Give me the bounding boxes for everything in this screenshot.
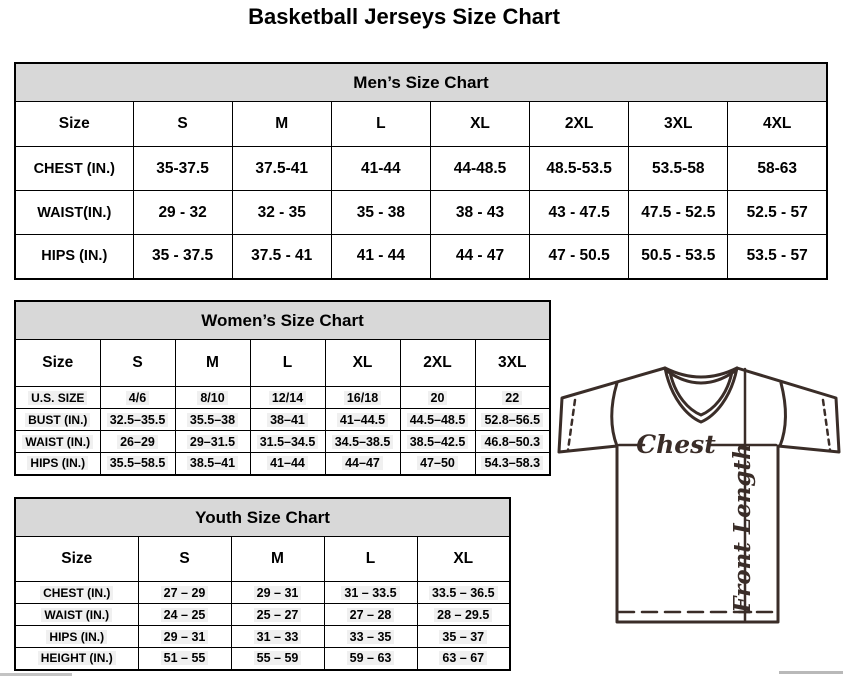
cell-value: 25 – 27 <box>254 608 302 622</box>
row-label: HIPS (IN.) <box>27 456 88 470</box>
page-title: Basketball Jerseys Size Chart <box>248 4 560 29</box>
column-header: 3XL <box>475 340 550 387</box>
cell-value: 31 – 33.5 <box>341 586 399 600</box>
row-label: CHEST (IN.) <box>40 586 113 600</box>
cell-value: 35.5–58.5 <box>107 456 169 470</box>
cell-value: 32.5–35.5 <box>107 413 169 427</box>
row-label: CHEST (IN.) <box>33 160 115 177</box>
cell-value: 29 – 31 <box>161 630 209 644</box>
front-length-label: Front Length <box>729 443 756 613</box>
cell-value: 20 <box>428 391 448 405</box>
cell-value: 53.5 - 57 <box>746 247 808 265</box>
cell-value: 44–47 <box>342 456 383 470</box>
row-label: WAIST (IN.) <box>41 608 112 622</box>
cell-value: 35 - 38 <box>356 203 405 221</box>
cell-value: 41–44 <box>267 456 308 470</box>
cell-value: 47 - 50.5 <box>548 247 610 265</box>
jersey-measurement-diagram <box>556 358 842 628</box>
row-label: WAIST(IN.) <box>37 204 112 221</box>
cell-value: 24 – 25 <box>161 608 209 622</box>
cell-value: 22 <box>502 391 522 405</box>
column-header: 4XL <box>728 102 827 147</box>
cell-value: 31.5–34.5 <box>257 435 319 449</box>
cell-value: 38.5–41 <box>187 456 238 470</box>
jersey-body-outline <box>559 368 839 622</box>
column-header: S <box>100 340 175 387</box>
table-row <box>15 235 827 279</box>
cell-value: 31 – 33 <box>254 630 302 644</box>
youth-size-table <box>14 497 511 671</box>
cell-value: 41 - 44 <box>356 247 405 265</box>
column-header: L <box>250 340 325 387</box>
cell-value: 35 – 37 <box>439 630 487 644</box>
column-header: XL <box>430 102 529 147</box>
cell-value: 63 – 67 <box>439 651 487 665</box>
column-header: 2XL <box>400 340 475 387</box>
table-row <box>15 648 510 670</box>
cell-value: 32 - 35 <box>257 203 306 221</box>
table-row <box>15 604 510 626</box>
column-header: L <box>331 102 430 147</box>
row-label: HEIGHT (IN.) <box>38 651 116 665</box>
cell-value: 38–41 <box>267 413 308 427</box>
right-cuff-stitch <box>823 400 830 450</box>
column-header: XL <box>325 340 400 387</box>
cell-value: 48.5-53.5 <box>546 159 612 177</box>
cell-value: 58-63 <box>757 159 797 177</box>
cell-value: 53.5-58 <box>651 159 705 177</box>
horizontal-scrollbar-fragment-right[interactable] <box>779 671 843 674</box>
right-armhole-seam <box>780 383 785 446</box>
youth-chart-title: Youth Size Chart <box>15 498 510 537</box>
cell-value: 44.5–48.5 <box>407 413 469 427</box>
table-row <box>15 626 510 648</box>
left-cuff-stitch <box>568 400 575 450</box>
row-label: HIPS (IN.) <box>46 630 107 644</box>
women-chart-title: Women’s Size Chart <box>15 301 550 340</box>
row-label: BUST (IN.) <box>25 413 90 427</box>
cell-value: 52.8–56.5 <box>481 413 543 427</box>
cell-value: 27 – 28 <box>347 608 395 622</box>
cell-value: 47.5 - 52.5 <box>641 203 716 221</box>
cell-value: 54.3–58.3 <box>481 456 543 470</box>
column-header: XL <box>417 537 510 582</box>
cell-value: 51 – 55 <box>161 651 209 665</box>
cell-value: 35 - 37.5 <box>151 247 214 265</box>
cell-value: 35-37.5 <box>156 159 209 177</box>
column-header: M <box>175 340 250 387</box>
column-header: Size <box>15 102 133 147</box>
table-row <box>15 431 550 453</box>
table-row <box>15 147 827 191</box>
cell-value: 46.8–50.3 <box>481 435 543 449</box>
cell-value: 28 – 29.5 <box>434 608 492 622</box>
table-row <box>15 387 550 409</box>
column-header: S <box>133 102 232 147</box>
column-header: Size <box>15 537 138 582</box>
cell-value: 44 - 47 <box>455 247 505 265</box>
column-header: 2XL <box>530 102 629 147</box>
cell-value: 34.5–38.5 <box>332 435 394 449</box>
jersey-outline <box>559 368 839 622</box>
cell-value: 47–50 <box>417 456 458 470</box>
mens-size-table <box>14 62 828 280</box>
horizontal-scrollbar-fragment-left[interactable] <box>0 673 72 676</box>
cell-value: 29–31.5 <box>187 435 238 449</box>
cell-value: 27 – 29 <box>161 586 209 600</box>
row-label: U.S. SIZE <box>28 391 87 405</box>
cell-value: 37.5 - 41 <box>251 247 313 265</box>
cell-value: 55 – 59 <box>254 651 302 665</box>
column-header: Size <box>15 340 100 387</box>
cell-value: 37.5-41 <box>255 159 308 177</box>
column-header: S <box>138 537 231 582</box>
left-armhole-seam <box>612 383 617 446</box>
cell-value: 29 - 32 <box>158 203 207 221</box>
row-label: HIPS (IN.) <box>41 248 108 265</box>
column-header: M <box>231 537 324 582</box>
cell-value: 4/6 <box>126 391 149 405</box>
womens-size-table <box>14 300 551 476</box>
cell-value: 33 – 35 <box>347 630 395 644</box>
table-row <box>15 409 550 431</box>
row-label: WAIST (IN.) <box>22 435 93 449</box>
chest-label: Chest <box>636 430 716 459</box>
cell-value: 52.5 - 57 <box>746 203 808 221</box>
men-chart-title: Men’s Size Chart <box>15 63 827 102</box>
cell-value: 35.5–38 <box>187 413 238 427</box>
cell-value: 29 – 31 <box>254 586 302 600</box>
cell-value: 33.5 – 36.5 <box>429 586 498 600</box>
table-row <box>15 453 550 475</box>
column-header: M <box>232 102 331 147</box>
cell-value: 43 - 47.5 <box>548 203 610 221</box>
cell-value: 16/18 <box>344 391 381 405</box>
cell-value: 26–29 <box>117 435 158 449</box>
cell-value: 38.5–42.5 <box>407 435 469 449</box>
column-header: L <box>324 537 417 582</box>
cell-value: 12/14 <box>269 391 306 405</box>
cell-value: 41–44.5 <box>337 413 388 427</box>
table-row <box>15 582 510 604</box>
cell-value: 8/10 <box>197 391 227 405</box>
column-header: 3XL <box>629 102 728 147</box>
cell-value: 38 - 43 <box>455 203 505 221</box>
table-row <box>15 191 827 235</box>
cell-value: 44-48.5 <box>453 159 507 177</box>
cell-value: 59 – 63 <box>347 651 395 665</box>
cell-value: 50.5 - 53.5 <box>641 247 716 265</box>
cell-value: 41-44 <box>361 159 401 177</box>
